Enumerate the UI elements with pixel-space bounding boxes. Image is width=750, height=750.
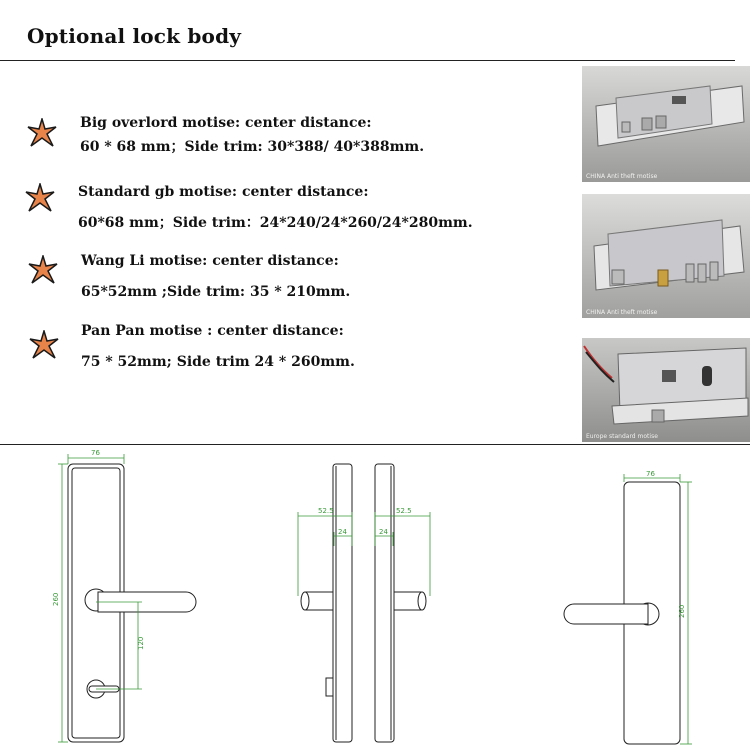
lock-option-big-overlord (80, 114, 424, 156)
option-heading: Pan Pan motise : center distance: (81, 323, 344, 339)
option-heading: Wang Li motise: center distance: (81, 253, 339, 269)
dim-back-width: 76 (646, 470, 655, 478)
page-title: Optional lock body (27, 24, 242, 48)
dim-back-height: 260 (678, 604, 686, 618)
dim-handle-spacing: 120 (137, 636, 145, 650)
mortise-photo-3 (582, 338, 750, 442)
dim-side-depth-left: 52.5 (318, 507, 334, 515)
option-spec: 65*52mm ;Side trim: 35 * 210mm. (81, 284, 351, 300)
option-spec: 60 * 68 mm；Side trim: 30*388/ 40*388mm. (80, 139, 425, 155)
dim-side-plate-right: 24 (379, 528, 388, 536)
dim-front-width: 76 (91, 449, 100, 457)
option-heading: Big overlord motise: center distance: (80, 115, 372, 131)
lock-option-standard-gb (78, 183, 473, 232)
star-icon (28, 255, 58, 285)
photo-caption: Europe standard motise (586, 433, 658, 440)
photo-caption: CHINA Anti theft motise (586, 173, 658, 180)
section-divider (0, 444, 750, 445)
side-view-right-drawing (375, 464, 426, 742)
dim-side-depth-right: 52.5 (396, 507, 412, 515)
mortise-photo-1 (582, 66, 750, 182)
dim-side-plate-left: 24 (338, 528, 347, 536)
side-view-left-drawing (301, 464, 352, 742)
star-icon (27, 118, 57, 148)
star-icon (25, 183, 55, 213)
option-spec: 60*68 mm；Side trim：24*240/24*260/24*280mm. (78, 215, 473, 231)
lock-option-pan-pan (81, 322, 355, 371)
mortise-photo-2 (582, 194, 750, 318)
dim-front-height: 260 (52, 592, 60, 606)
option-spec: 75 * 52mm; Side trim 24 * 260mm. (81, 354, 355, 370)
star-icon (29, 330, 59, 360)
option-heading: Standard gb motise: center distance: (78, 184, 369, 200)
photo-caption: CHINA Anti theft motise (586, 309, 658, 316)
front-view-drawing (68, 464, 196, 742)
lock-option-wang-li (81, 252, 350, 301)
handle-technical-drawing (0, 446, 750, 750)
title-divider (0, 60, 735, 61)
back-view-drawing (564, 482, 680, 744)
